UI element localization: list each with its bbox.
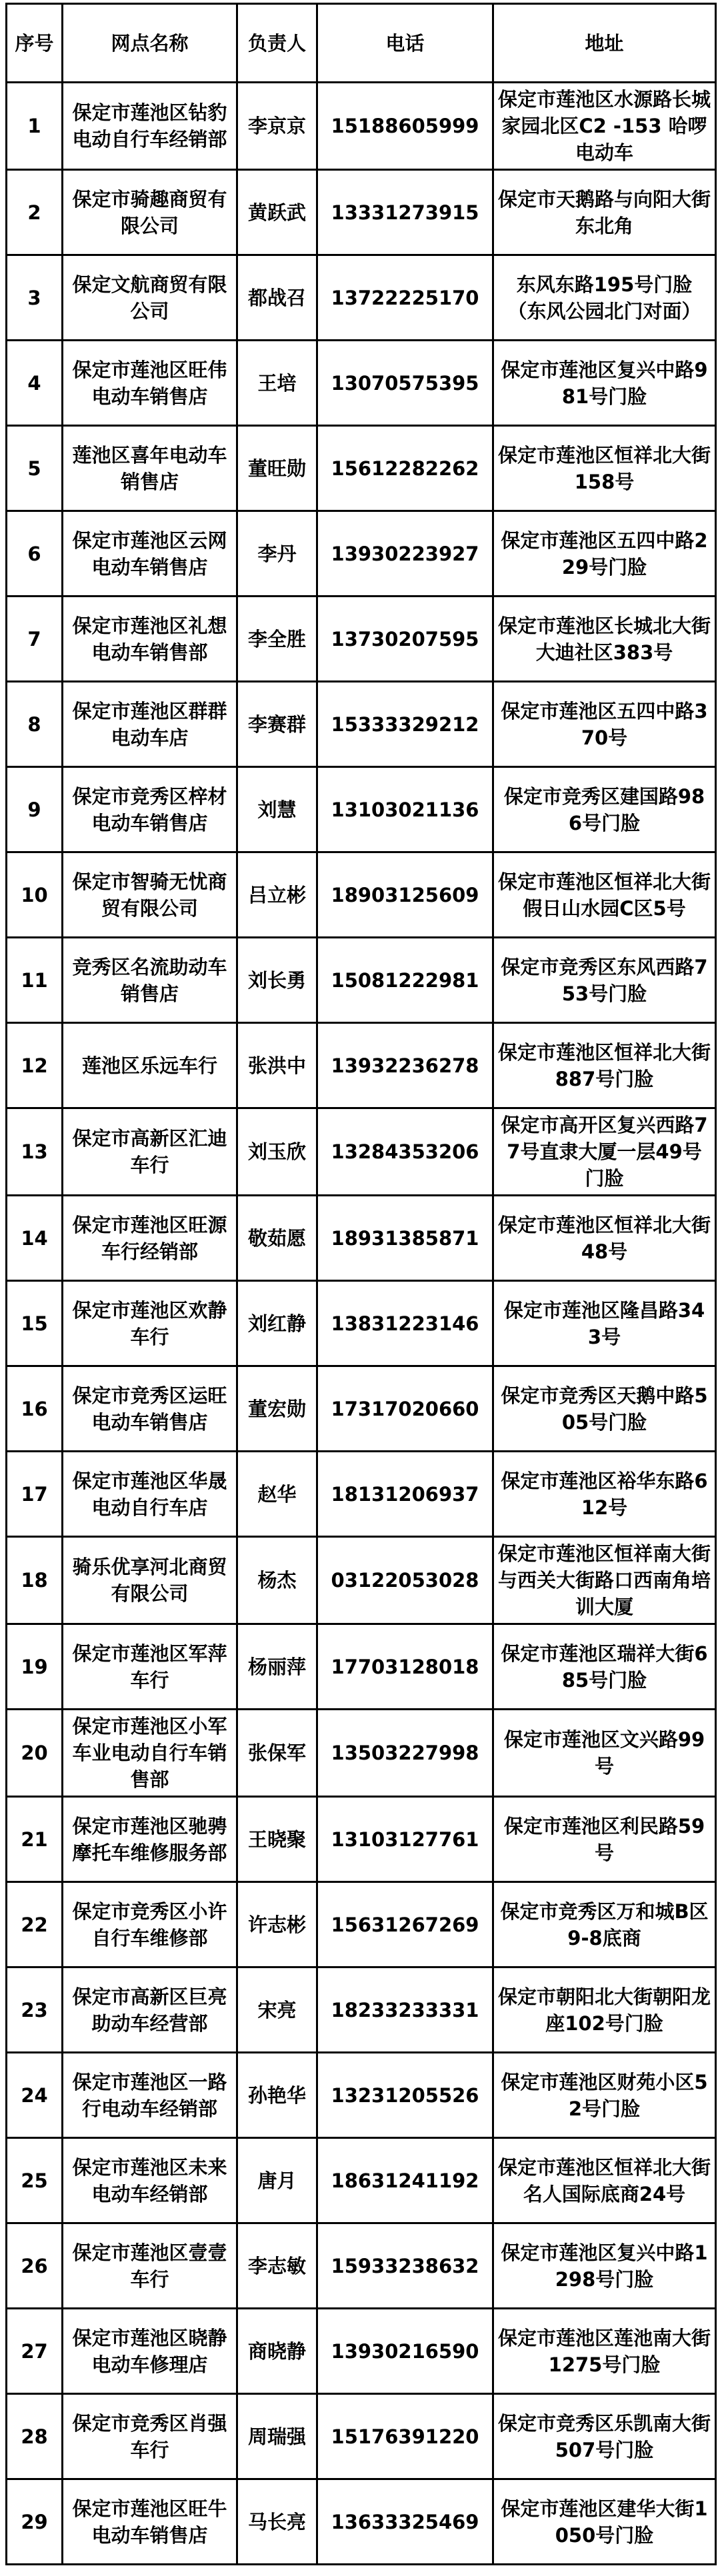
- cell-no: 15: [7, 1281, 63, 1366]
- table-row: [7, 682, 716, 767]
- cell-phone: 13231205526: [317, 2053, 493, 2138]
- cell-phone: 03122053028: [317, 1537, 493, 1624]
- cell-person: 李志敏: [237, 2223, 317, 2309]
- cell-no: 10: [7, 852, 63, 938]
- table-row: [7, 2394, 716, 2479]
- cell-no: 9: [7, 767, 63, 852]
- table-row: [7, 426, 716, 511]
- cell-phone: 18931385871: [317, 1196, 493, 1281]
- cell-phone: 15188605999: [317, 83, 493, 170]
- header-cell-person: 负责人: [237, 4, 317, 83]
- cell-dealer-name: 保定市莲池区军萍车行: [63, 1624, 237, 1710]
- cell-phone: 13730207595: [317, 597, 493, 682]
- cell-address: 保定市莲池区瑞祥大街685号门脸: [493, 1624, 716, 1710]
- cell-address: 保定市竞秀区东风西路753号门脸: [493, 938, 716, 1023]
- cell-phone: 13932236278: [317, 1023, 493, 1108]
- table-row: [7, 852, 716, 938]
- cell-dealer-name: 保定市莲池区旺牛电动车销售店: [63, 2479, 237, 2565]
- cell-no: 4: [7, 341, 63, 426]
- cell-person: 王晓聚: [237, 1797, 317, 1882]
- cell-no: 20: [7, 1710, 63, 1797]
- cell-person: 宋亮: [237, 1967, 317, 2053]
- table-row: [7, 1452, 716, 1537]
- cell-address: 保定市高开区复兴西路77号直隶大厦一层49号门脸: [493, 1108, 716, 1196]
- cell-no: 1: [7, 83, 63, 170]
- cell-dealer-name: 莲池区乐远车行: [63, 1023, 237, 1108]
- cell-address: 保定市莲池区五四中路229号门脸: [493, 511, 716, 597]
- cell-no: 22: [7, 1882, 63, 1967]
- cell-person: 李赛群: [237, 682, 317, 767]
- cell-dealer-name: 保定市高新区汇迪车行: [63, 1108, 237, 1196]
- cell-person: 刘长勇: [237, 938, 317, 1023]
- cell-no: 26: [7, 2223, 63, 2309]
- cell-address: 保定市莲池区五四中路370号: [493, 682, 716, 767]
- cell-phone: 13103127761: [317, 1797, 493, 1882]
- cell-person: 黄跃武: [237, 170, 317, 255]
- cell-address: 保定市莲池区长城北大街大迪社区383号: [493, 597, 716, 682]
- cell-no: 3: [7, 255, 63, 341]
- cell-person: 张保军: [237, 1710, 317, 1797]
- cell-dealer-name: 保定市莲池区华晟电动自行车店: [63, 1452, 237, 1537]
- cell-person: 马长亮: [237, 2479, 317, 2565]
- cell-address: 保定市莲池区复兴中路1298号门脸: [493, 2223, 716, 2309]
- table-row: [7, 2479, 716, 2565]
- cell-dealer-name: 保定市莲池区壹壹车行: [63, 2223, 237, 2309]
- cell-dealer-name: 保定市骑趣商贸有限公司: [63, 170, 237, 255]
- cell-phone: 13103021136: [317, 767, 493, 852]
- cell-address: 保定市竞秀区天鹅中路505号门脸: [493, 1366, 716, 1452]
- cell-person: 王培: [237, 341, 317, 426]
- table-row: [7, 1537, 716, 1624]
- table-row: [7, 2053, 716, 2138]
- cell-no: 18: [7, 1537, 63, 1624]
- cell-dealer-name: 保定市智骑无忧商贸有限公司: [63, 852, 237, 938]
- table-row: [7, 1882, 716, 1967]
- table-row: [7, 2309, 716, 2394]
- cell-person: 许志彬: [237, 1882, 317, 1967]
- cell-address: 保定市莲池区水源路长城家园北区C2 -153 哈啰电动车: [493, 83, 716, 170]
- cell-dealer-name: 保定市莲池区云网电动车销售店: [63, 511, 237, 597]
- cell-phone: 15176391220: [317, 2394, 493, 2479]
- cell-address: 保定市莲池区莲池南大街1275号门脸: [493, 2309, 716, 2394]
- header-cell-name: 网点名称: [63, 4, 237, 83]
- cell-no: 28: [7, 2394, 63, 2479]
- cell-dealer-name: 保定市竞秀区运旺电动车销售店: [63, 1366, 237, 1452]
- cell-person: 张洪中: [237, 1023, 317, 1108]
- cell-phone: 13331273915: [317, 170, 493, 255]
- header-cell-address: 地址: [493, 4, 716, 83]
- cell-dealer-name: 保定市莲池区未来电动车经销部: [63, 2138, 237, 2223]
- table-row: [7, 1366, 716, 1452]
- cell-person: 周瑞强: [237, 2394, 317, 2479]
- cell-person: 董宏勋: [237, 1366, 317, 1452]
- cell-person: 吕立彬: [237, 852, 317, 938]
- header-cell-phone: 电话: [317, 4, 493, 83]
- cell-dealer-name: 骑乐优享河北商贸有限公司: [63, 1537, 237, 1624]
- cell-address: 保定市竞秀区建国路986号门脸: [493, 767, 716, 852]
- table-row: [7, 938, 716, 1023]
- cell-phone: 17317020660: [317, 1366, 493, 1452]
- cell-address: 保定市莲池区恒祥北大街假日山水园C区5号: [493, 852, 716, 938]
- cell-dealer-name: 保定市莲池区晓静电动车修理店: [63, 2309, 237, 2394]
- cell-phone: 17703128018: [317, 1624, 493, 1710]
- cell-dealer-name: 保定市莲池区钻豹电动自行车经销部: [63, 83, 237, 170]
- cell-no: 14: [7, 1196, 63, 1281]
- table-row: [7, 2223, 716, 2309]
- cell-no: 23: [7, 1967, 63, 2053]
- cell-no: 24: [7, 2053, 63, 2138]
- cell-no: 17: [7, 1452, 63, 1537]
- cell-person: 李全胜: [237, 597, 317, 682]
- cell-phone: 15333329212: [317, 682, 493, 767]
- cell-no: 2: [7, 170, 63, 255]
- cell-dealer-name: 保定市莲池区群群电动车店: [63, 682, 237, 767]
- cell-address: 保定市莲池区建华大街1050号门脸: [493, 2479, 716, 2565]
- cell-phone: 18631241192: [317, 2138, 493, 2223]
- cell-dealer-name: 保定市莲池区驰骋摩托车维修服务部: [63, 1797, 237, 1882]
- cell-phone: 13633325469: [317, 2479, 493, 2565]
- cell-no: 5: [7, 426, 63, 511]
- cell-dealer-name: 保定市莲池区旺源车行经销部: [63, 1196, 237, 1281]
- cell-person: 商晓静: [237, 2309, 317, 2394]
- cell-person: 刘红静: [237, 1281, 317, 1366]
- cell-phone: 13831223146: [317, 1281, 493, 1366]
- table-row: [7, 1023, 716, 1108]
- cell-dealer-name: 保定市莲池区欢静车行: [63, 1281, 237, 1366]
- cell-address: 保定市莲池区恒祥北大街158号: [493, 426, 716, 511]
- cell-phone: 13284353206: [317, 1108, 493, 1196]
- cell-address: 保定市莲池区文兴路99号: [493, 1710, 716, 1797]
- table-row: [7, 1967, 716, 2053]
- table-row: [7, 170, 716, 255]
- table-row: [7, 1281, 716, 1366]
- cell-dealer-name: 保定文航商贸有限公司: [63, 255, 237, 341]
- cell-address: 保定市莲池区复兴中路981号门脸: [493, 341, 716, 426]
- cell-person: 刘玉欣: [237, 1108, 317, 1196]
- cell-no: 11: [7, 938, 63, 1023]
- cell-phone: 15933238632: [317, 2223, 493, 2309]
- cell-dealer-name: 保定市竞秀区梓材电动车销售店: [63, 767, 237, 852]
- table-row: [7, 255, 716, 341]
- cell-address: 东风东路195号门脸 （东风公园北门对面）: [493, 255, 716, 341]
- cell-dealer-name: 保定市莲池区小军车业电动自行车销售部: [63, 1710, 237, 1797]
- cell-dealer-name: 莲池区喜年电动车销售店: [63, 426, 237, 511]
- cell-address: 保定市莲池区财苑小区52号门脸: [493, 2053, 716, 2138]
- table-row: [7, 597, 716, 682]
- cell-dealer-name: 竞秀区名流助动车销售店: [63, 938, 237, 1023]
- table-row: [7, 767, 716, 852]
- cell-phone: 15612282262: [317, 426, 493, 511]
- cell-person: 杨杰: [237, 1537, 317, 1624]
- cell-phone: 13930223927: [317, 511, 493, 597]
- cell-no: 19: [7, 1624, 63, 1710]
- cell-no: 7: [7, 597, 63, 682]
- cell-person: 董旺勋: [237, 426, 317, 511]
- cell-no: 13: [7, 1108, 63, 1196]
- cell-phone: 15081222981: [317, 938, 493, 1023]
- cell-phone: 13930216590: [317, 2309, 493, 2394]
- cell-person: 唐月: [237, 2138, 317, 2223]
- table-header-row: [7, 4, 716, 83]
- cell-dealer-name: 保定市莲池区一路行电动车经销部: [63, 2053, 237, 2138]
- cell-no: 29: [7, 2479, 63, 2565]
- dealer-table: [5, 3, 717, 2565]
- cell-address: 保定市莲池区隆昌路343号: [493, 1281, 716, 1366]
- cell-address: 保定市莲池区恒祥南大街与西关大街路口西南角培训大厦: [493, 1537, 716, 1624]
- cell-person: 都战召: [237, 255, 317, 341]
- table-row: [7, 1624, 716, 1710]
- cell-address: 保定市莲池区恒祥北大街48号: [493, 1196, 716, 1281]
- cell-no: 8: [7, 682, 63, 767]
- cell-dealer-name: 保定市竞秀区小许自行车维修部: [63, 1882, 237, 1967]
- cell-phone: 15631267269: [317, 1882, 493, 1967]
- table-row: [7, 1108, 716, 1196]
- cell-address: 保定市莲池区利民路59号: [493, 1797, 716, 1882]
- table-body: [7, 83, 716, 2565]
- cell-dealer-name: 保定市莲池区旺伟电动车销售店: [63, 341, 237, 426]
- table-row: [7, 1196, 716, 1281]
- table-row: [7, 341, 716, 426]
- cell-no: 27: [7, 2309, 63, 2394]
- cell-person: 杨丽萍: [237, 1624, 317, 1710]
- cell-no: 25: [7, 2138, 63, 2223]
- cell-address: 保定市莲池区恒祥北大街名人国际底商24号: [493, 2138, 716, 2223]
- cell-person: 敬茹愿: [237, 1196, 317, 1281]
- cell-address: 保定市朝阳北大街朝阳龙座102号门脸: [493, 1967, 716, 2053]
- cell-phone: 13070575395: [317, 341, 493, 426]
- cell-no: 21: [7, 1797, 63, 1882]
- cell-person: 李丹: [237, 511, 317, 597]
- table-row: [7, 1797, 716, 1882]
- cell-address: 保定市天鹅路与向阳大街东北角: [493, 170, 716, 255]
- cell-no: 6: [7, 511, 63, 597]
- cell-person: 刘慧: [237, 767, 317, 852]
- cell-dealer-name: 保定市高新区巨亮助动车经营部: [63, 1967, 237, 2053]
- cell-person: 赵华: [237, 1452, 317, 1537]
- table-row: [7, 83, 716, 170]
- cell-no: 12: [7, 1023, 63, 1108]
- cell-address: 保定市竞秀区乐凯南大街507号门脸: [493, 2394, 716, 2479]
- cell-phone: 13722225170: [317, 255, 493, 341]
- table-row: [7, 2138, 716, 2223]
- cell-address: 保定市竞秀区万和城B区9-8底商: [493, 1882, 716, 1967]
- cell-no: 16: [7, 1366, 63, 1452]
- cell-address: 保定市莲池区裕华东路612号: [493, 1452, 716, 1537]
- cell-phone: 18131206937: [317, 1452, 493, 1537]
- cell-address: 保定市莲池区恒祥北大街887号门脸: [493, 1023, 716, 1108]
- cell-phone: 18903125609: [317, 852, 493, 938]
- cell-phone: 18233233331: [317, 1967, 493, 2053]
- cell-person: 孙艳华: [237, 2053, 317, 2138]
- table-row: [7, 1710, 716, 1797]
- table-row: [7, 511, 716, 597]
- cell-dealer-name: 保定市竞秀区肖强车行: [63, 2394, 237, 2479]
- cell-dealer-name: 保定市莲池区礼想电动车销售部: [63, 597, 237, 682]
- cell-phone: 13503227998: [317, 1710, 493, 1797]
- cell-person: 李京京: [237, 83, 317, 170]
- header-cell-no: 序号: [7, 4, 63, 83]
